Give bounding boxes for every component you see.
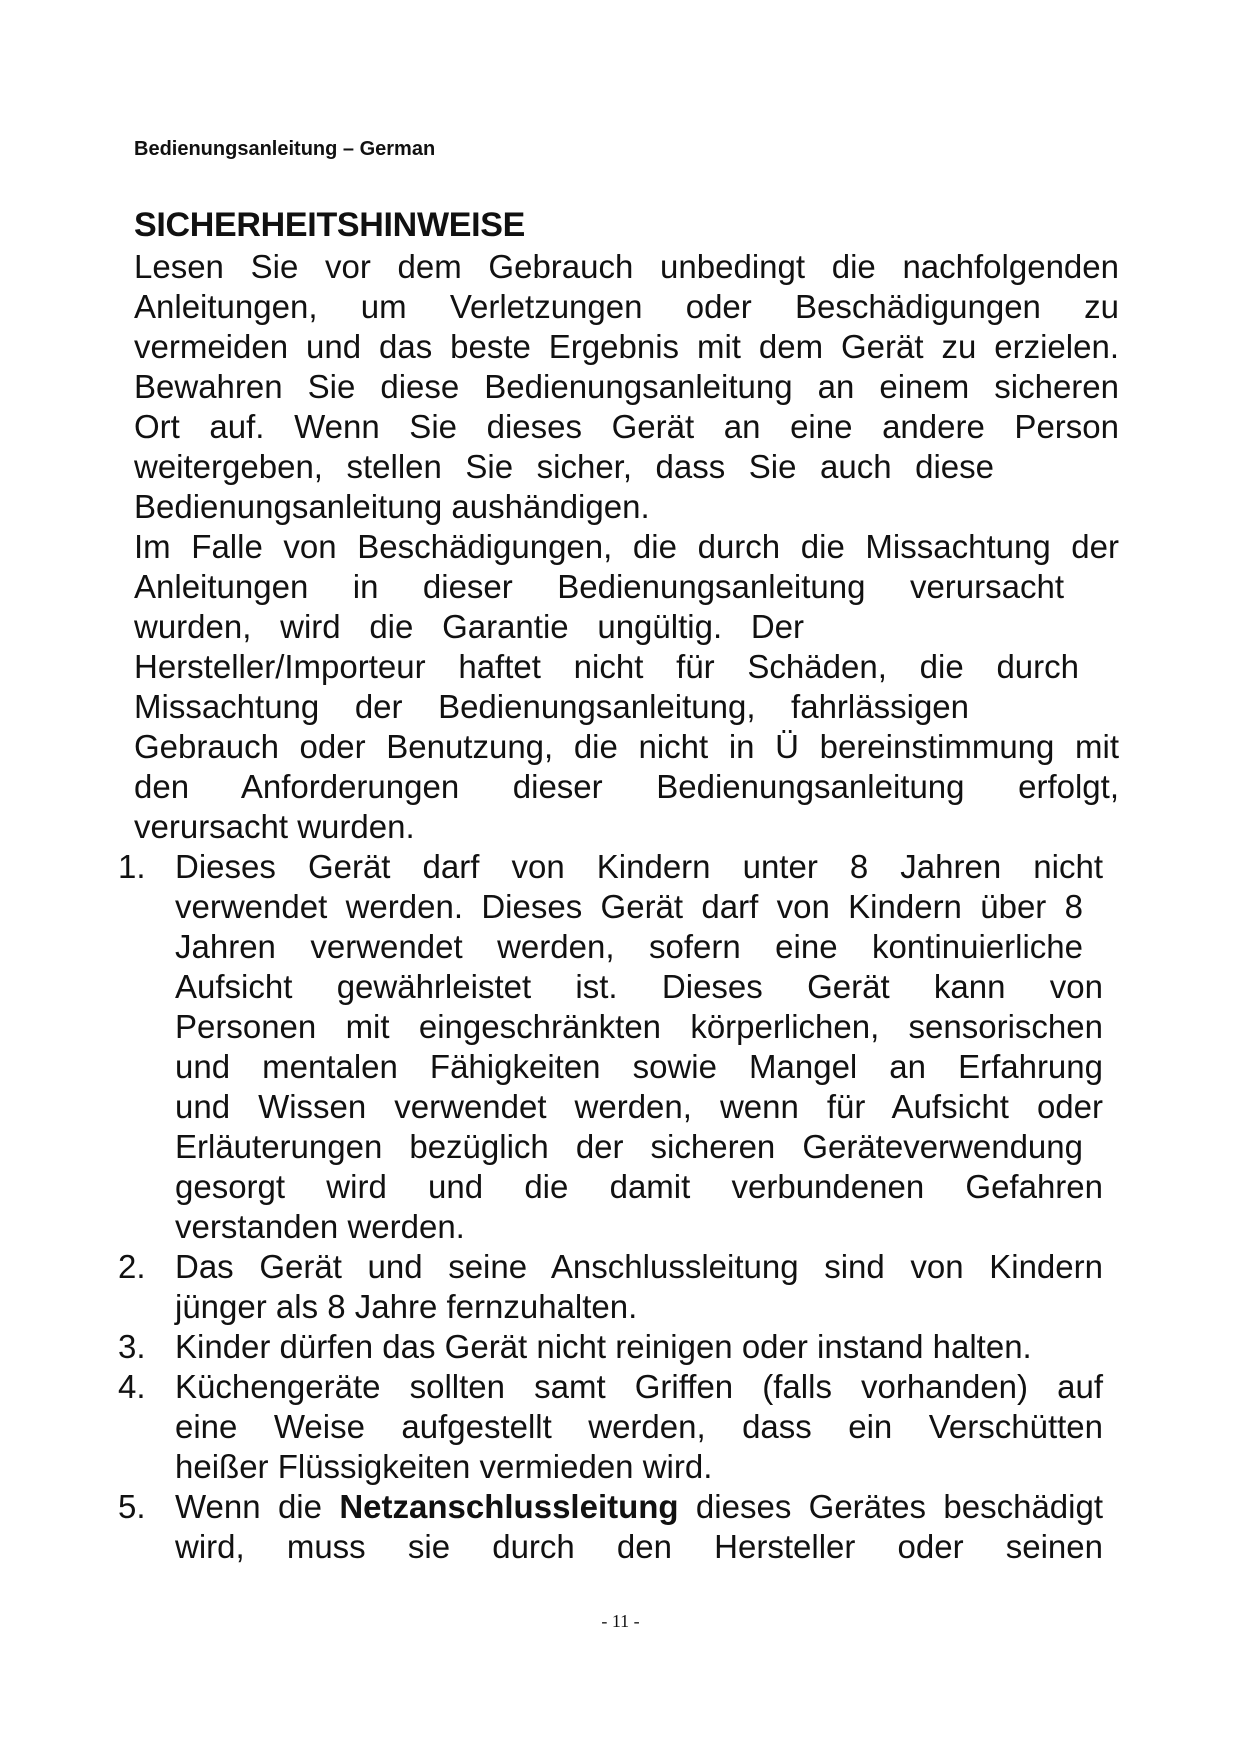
list-item-line: Kinder dürfen das Gerät nicht reinigen oder instand halten. <box>175 1328 1032 1365</box>
intro-line: Im Falle von Beschädigungen, die durch die Missachtung der <box>134 528 1119 565</box>
intro-line: Anleitungen in dieser Bedienungsanleitung verursacht <box>134 568 1064 605</box>
intro-line: weitergeben, stellen Sie sicher, dass Sie auch diese <box>134 448 994 485</box>
list-item-line <box>175 1487 1103 1527</box>
intro-line: Lesen Sie vor dem Gebrauch unbedingt die nachfolgenden <box>134 248 1119 285</box>
section-title: SICHERHEITSHINWEISE <box>134 206 526 244</box>
page-number: - 11 - <box>601 1611 640 1631</box>
list-item-number: 1. <box>118 848 146 885</box>
list-item-line: und Wissen verwendet werden, wenn für Aufsicht oder <box>175 1088 1103 1125</box>
list-item-text: Wenn die <box>175 1488 322 1525</box>
intro-line: Gebrauch oder Benutzung, die nicht in Ü bereinstimmung mit <box>134 728 1119 765</box>
list-item-line: gesorgt wird und die damit verbundenen Gefahren <box>175 1168 1103 1205</box>
list-item-line: wird, muss sie durch den Hersteller oder seinen <box>175 1528 1103 1565</box>
intro-line: Hersteller/Importeur haftet nicht für Schäden, die durch <box>134 648 1079 685</box>
intro-line: wurden, wird die Garantie ungültig. Der <box>134 608 804 645</box>
intro-line: Missachtung der Bedienungsanleitung, fahrlässigen <box>134 688 969 725</box>
list-item-line: verstanden werden. <box>175 1208 465 1245</box>
list-item-line: Personen mit eingeschränkten körperlichen, sensorischen <box>175 1008 1103 1045</box>
intro-line: Bedienungsanleitung aushändigen. <box>134 488 650 525</box>
intro-line: Bewahren Sie diese Bedienungsanleitung an einem sicheren <box>134 368 1119 405</box>
list-item-number: 3. <box>118 1328 146 1365</box>
intro-line: verursacht wurden. <box>134 808 415 845</box>
list-item-text: dieses Gerätes beschädigt <box>695 1488 1103 1525</box>
list-item-number: 5. <box>118 1488 146 1525</box>
list-item-number: 2. <box>118 1248 146 1285</box>
intro-line: den Anforderungen dieser Bedienungsanleitung erfolgt, <box>134 768 1119 805</box>
page-header: Bedienungsanleitung – German <box>134 138 436 160</box>
intro-line: vermeiden und das beste Ergebnis mit dem Gerät zu erzielen. <box>134 328 1119 365</box>
intro-line: Anleitungen, um Verletzungen oder Beschädigungen zu <box>134 288 1119 325</box>
emphasized-term: Netzanschlussleitung <box>339 1488 679 1525</box>
list-item-line: jünger als 8 Jahre fernzuhalten. <box>175 1288 638 1325</box>
list-item-line: Dieses Gerät darf von Kindern unter 8 Jahren nicht <box>175 848 1103 885</box>
list-item-line: verwendet werden. Dieses Gerät darf von Kindern über 8 <box>175 888 1083 925</box>
list-item-line: Küchengeräte sollten samt Griffen (falls vorhanden) auf <box>175 1368 1103 1405</box>
list-item-line: Das Gerät und seine Anschlussleitung sind von Kindern <box>175 1248 1103 1285</box>
list-item-line: Erläuterungen bezüglich der sicheren Geräteverwendung <box>175 1128 1083 1165</box>
list-item-line: Aufsicht gewährleistet ist. Dieses Gerät kann von <box>175 968 1103 1005</box>
list-item-line: Jahren verwendet werden, sofern eine kontinuierliche <box>175 928 1083 965</box>
list-item-line: heißer Flüssigkeiten vermieden wird. <box>175 1448 713 1485</box>
list-item-line: eine Weise aufgestellt werden, dass ein Verschütten <box>175 1408 1103 1445</box>
intro-line: Ort auf. Wenn Sie dieses Gerät an eine andere Person <box>134 408 1119 445</box>
list-item-number: 4. <box>118 1368 146 1405</box>
list-item-line: und mentalen Fähigkeiten sowie Mangel an Erfahrung <box>175 1048 1103 1085</box>
